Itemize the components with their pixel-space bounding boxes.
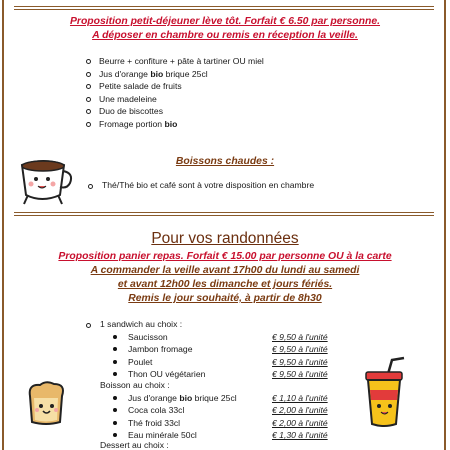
sandwich-list xyxy=(120,331,328,381)
top-divider xyxy=(14,6,434,10)
hike-order-line-1: A commander la veille avant 17h00 du lundi au samedi xyxy=(90,265,360,276)
toast-icon xyxy=(24,380,68,428)
hike-order-line-2: et avant 12h00 les dimanche et jours fériés. xyxy=(117,279,333,290)
price: € 9,50 à l'unité xyxy=(272,332,328,342)
hot-drinks-text: Thé/Thé bio et café sont à votre disposition en chambre xyxy=(102,180,315,190)
list-item: Petite salade de fruits xyxy=(82,80,264,93)
price: € 1,10 à l'unité xyxy=(272,393,328,403)
list-item: Poulet € 9,50 à l'unité xyxy=(120,356,205,368)
price: € 2,00 à l'unité xyxy=(272,405,328,416)
sandwich-label: 1 sandwich au choix : xyxy=(100,319,183,329)
list-item: Duo de biscottes xyxy=(82,105,264,118)
juice-cup-icon xyxy=(358,356,412,430)
drink-list xyxy=(120,392,328,442)
list-item: Saucisson € 9,50 à l'unité xyxy=(120,331,205,343)
breakfast-items-list xyxy=(82,55,264,131)
list-item: Jus d'orange bio brique 25cl € 1,10 à l'unité xyxy=(120,392,237,404)
list-item: Eau minérale 50cl € 1,30 à l'unité xyxy=(120,429,237,441)
list-item: Thé froid 33cl € 2,00 à l'unité xyxy=(120,417,237,429)
hot-drinks-title: Boissons chaudes : xyxy=(175,156,275,167)
list-item: Thon OU végétarien € 9,50 à l'unité xyxy=(120,368,205,380)
middle-divider xyxy=(14,212,434,216)
list-item: Jambon fromage € 9,50 à l'unité xyxy=(120,343,205,355)
hike-pickup-line: Remis le jour souhaité, à partir de 8h30 xyxy=(128,293,322,304)
price: € 2,00 à l'unité xyxy=(272,417,328,428)
breakfast-offer-line: Proposition petit-déjeuner lève tôt. Forfait € 6.50 par personne. xyxy=(69,16,381,27)
breakfast-delivery-line: A déposer en chambre ou remis en réception la veille. xyxy=(92,30,358,41)
list-item: Une madeleine xyxy=(82,93,264,106)
drink-label: Boisson au choix : xyxy=(100,380,170,390)
price: € 9,50 à l'unité xyxy=(272,344,328,355)
list-item: Beurre + confiture + pâte à tartiner OU miel xyxy=(82,55,264,68)
price: € 9,50 à l'unité xyxy=(272,369,328,380)
price: € 1,30 à l'unité xyxy=(272,430,328,441)
list-item: Fromage portion bio xyxy=(82,118,264,131)
dessert-label: Dessert au choix : xyxy=(100,440,169,450)
list-item: Jus d'orange bio brique 25cl xyxy=(82,68,264,81)
hike-section-title: Pour vos randonnées xyxy=(151,230,299,247)
hike-offer-line: Proposition panier repas. Forfait € 15.00 par personne OU à la carte xyxy=(58,251,392,262)
price: € 9,50 à l'unité xyxy=(272,356,328,367)
list-item: Coca cola 33cl € 2,00 à l'unité xyxy=(120,404,237,416)
